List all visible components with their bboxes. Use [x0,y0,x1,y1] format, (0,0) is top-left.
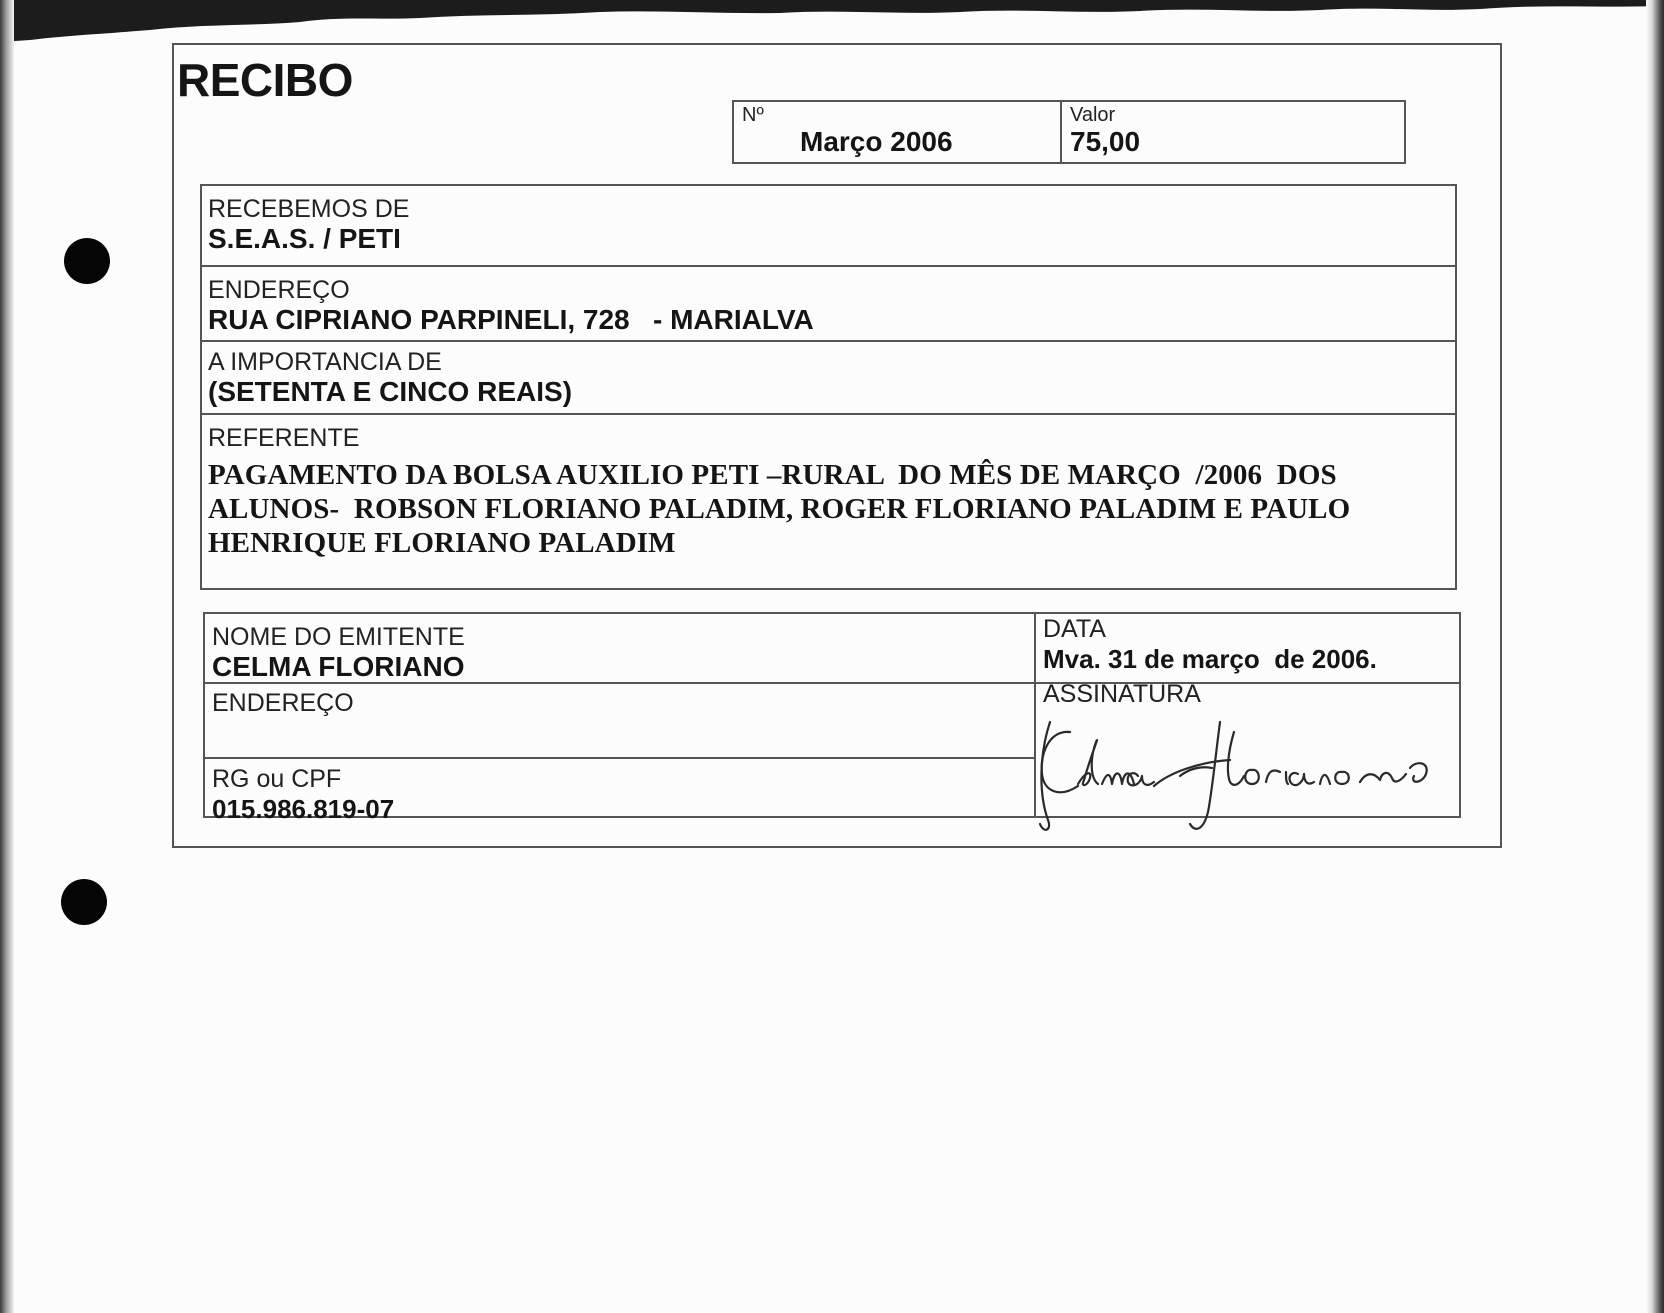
valor-label: Valor [1070,104,1116,126]
importancia-value: (SETENTA E CINCO REAIS) [208,376,573,407]
payer-row-divider-2 [200,340,1457,342]
receipt-title: RECIBO [177,54,353,106]
emitente-documento-value: 015.986.819-07 [212,794,395,824]
punch-hole-bottom [61,879,107,925]
endereco-cell [208,277,1438,336]
numero-valor-divider [1060,100,1062,164]
emitente-data-label: DATA [1043,615,1106,643]
numero-value: Março 2006 [800,126,953,157]
emitente-documento-cell [212,766,1022,825]
scan-right-edge [1646,0,1664,1313]
emitente-documento-label: RG ou CPF [212,765,342,793]
endereco-label: ENDEREÇO [208,276,350,304]
numero-label: Nº [742,104,764,126]
emitente-endereco-cell [212,690,1022,717]
valor-value: 75,00 [1070,126,1141,157]
recebemos-de-cell [208,196,1438,255]
emitente-nome-value: CELMA FLORIANO [212,651,465,682]
recebemos-de-label: RECEBEMOS DE [208,195,410,223]
referente-value: PAGAMENTO DA BOLSA AUXILIO PETI –RURAL DO MÊS DE MARÇO /2006 DOS ALUNOS- ROBSON FLORIANO PALADIM, ROGER FLORIANO PALADIM E PAULO HENRIQUE FLORIANO PALADIM [208,459,1358,559]
referente-cell [208,425,1368,560]
valor-cell [1070,104,1390,158]
scan-top-edge [0,0,1664,42]
importancia-label: A IMPORTANCIA DE [208,348,442,376]
issuer-row-divider-2 [203,757,1036,759]
importancia-cell [208,349,1438,408]
emitente-data-value: Mva. 31 de março de 2006. [1043,644,1377,674]
emitente-data-cell [1043,616,1453,675]
emitente-endereco-label: ENDEREÇO [212,689,354,717]
emitente-assinatura-cell [1043,681,1453,708]
scan-left-edge [0,0,14,1313]
endereco-value: RUA CIPRIANO PARPINELI, 728 - MARIALVA [208,304,814,335]
referente-label: REFERENTE [208,424,360,452]
payer-row-divider-3 [200,413,1457,415]
punch-hole-top [64,238,110,284]
emitente-assinatura-label: ASSINATURA [1043,680,1201,708]
numero-cell [742,104,1052,157]
recebemos-de-value: S.E.A.S. / PETI [208,223,401,254]
handwritten-signature [1030,712,1460,837]
emitente-nome-cell [212,624,1022,683]
payer-row-divider-1 [200,265,1457,267]
emitente-nome-label: NOME DO EMITENTE [212,623,465,651]
